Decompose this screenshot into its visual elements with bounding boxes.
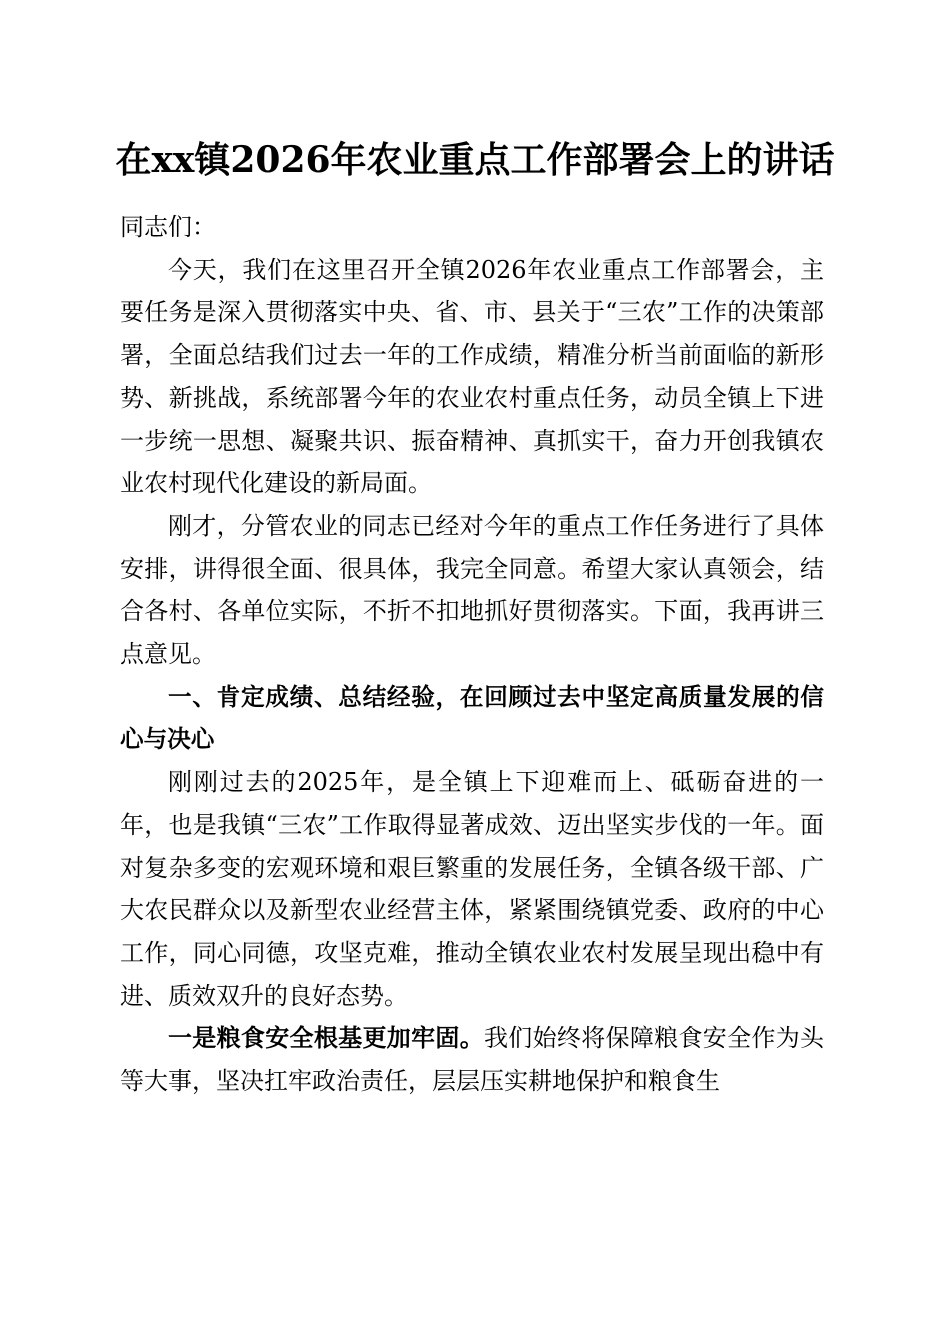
paragraph-opening: 今天，我们在这里召开全镇2026年农业重点工作部署会，主要任务是深入贯彻落实中央、省、市、县关于“三农”工作的决策部署，全面总结我们过去一年的工作成绩，精准分析当前面临的新形势、新挑战，系统部署今年的农业农村重点任务，动员全镇上下进一步统一思想、凝聚共识、振奋精神、真抓实干，奋力开创我镇农业农村现代化建设的新局面。	[120, 255, 824, 498]
salutation: 同志们：	[120, 213, 216, 241]
paragraph-arrangement: 刚才，分管农业的同志已经对今年的重点工作任务进行了具体安排，讲得很全面、很具体，我完全同意。希望大家认真领会，结合各村、各单位实际，不折不扣地抓好贯彻落实。下面，我再讲三点意见。	[120, 511, 824, 669]
paragraph-point-one	[120, 1017, 824, 1102]
point-one-lead: 一是粮食安全根基更加牢固。	[168, 1023, 484, 1053]
document-title: 在xx镇2026年农业重点工作部署会上的讲话	[115, 139, 835, 181]
point-one-text: 我们始终将保障粮食安全作为头等大事，坚决扛牢政治责任，层层压实耕地保护和粮食生	[120, 1024, 824, 1096]
section-heading: 一、肯定成绩、总结经验，在回顾过去中坚定高质量发展的信心与决心	[120, 682, 824, 754]
document-body	[120, 206, 824, 1103]
paragraph-review: 刚刚过去的2025年，是全镇上下迎难而上、砥砺奋进的一年，也是我镇“三农”工作取得显著成效、迈出坚实步伐的一年。面对复杂多变的宏观环境和艰巨繁重的发展任务，全镇各级干部、广大农民群众以及新型农业经营主体，紧紧围绕镇党委、政府的中心工作，同心同德，攻坚克难，推动全镇农业农村发展呈现出稳中有进、质效双升的良好态势。	[120, 768, 824, 1010]
